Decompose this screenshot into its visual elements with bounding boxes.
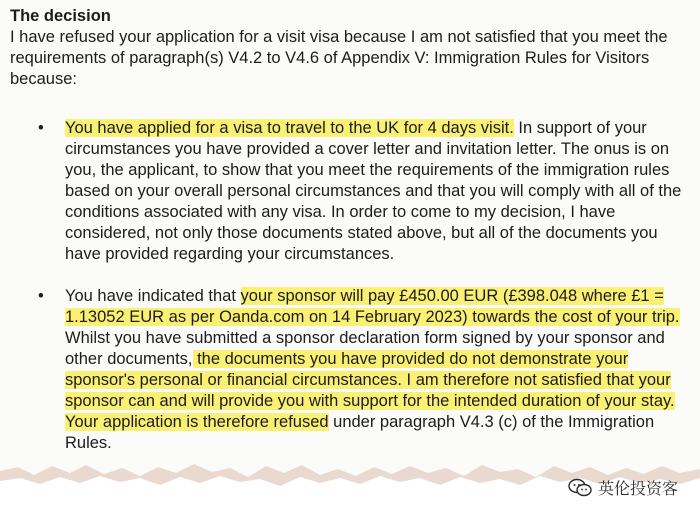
reason-text: Whilst you have submitted a sponsor declaration form signed by your sponsor and other documents, [65, 329, 665, 368]
document-body [10, 6, 692, 454]
intro-paragraph: I have refused your application for a visit visa because I am not satisfied that you meet the requirements of paragraph(s) V4.2 to V4.6 of Appendix V: Immigration Rules for Visitors because: [10, 28, 668, 88]
reason-text: In support of your circumstances you have provided a cover letter and invitation letter. The onus is on you, the applicant, to show that you meet the requirements of the immigration rules based on your overall personal circumstances and that you will comply with all of the conditions associated with any visa. In order to come to my decision, I have considered, not only those documents stated above, but all of the documents you have provided regarding your circumstances. [65, 119, 682, 263]
section-heading: The decision [10, 7, 111, 25]
reason-text: under paragraph V4.3 (c) of the Immigration Rules. [65, 413, 655, 452]
watermark [568, 476, 678, 499]
wechat-icon [568, 478, 592, 498]
reasons-list [10, 118, 692, 454]
reason-text: You have indicated that [65, 287, 241, 305]
bullet-dot: • [38, 287, 44, 305]
watermark-text: 英伦投资客 [597, 479, 678, 498]
reason-item [10, 118, 692, 265]
highlighted-text: your sponsor will pay £450.00 EUR (£398.048 where £1 = 1.13052 EUR as per Oanda.com on 14 February 2023) towards the cost of your trip. [65, 287, 680, 326]
reason-item [10, 286, 692, 454]
bullet-dot: • [38, 119, 44, 137]
highlighted-text: the documents you have provided do not demonstrate your sponsor's personal or financial circumstances. I am therefore not satisfied that your sponsor can and will provide you with support for the intended duration of your stay. Your application is therefore refused [65, 350, 675, 431]
highlighted-text: You have applied for a visa to travel to the UK for 4 days visit. [65, 119, 514, 137]
